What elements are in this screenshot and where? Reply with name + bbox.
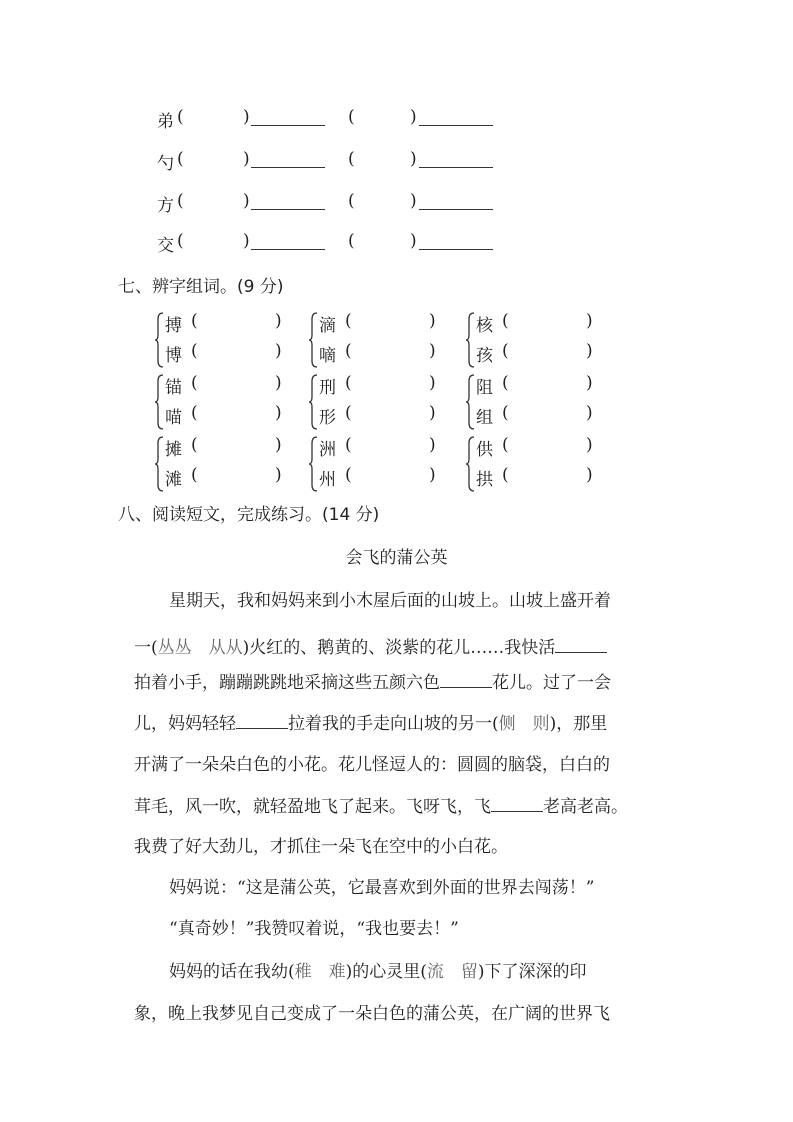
- open-paren: (: [502, 403, 509, 423]
- pair-char-a: 核: [476, 316, 493, 336]
- open-paren: (: [502, 435, 509, 455]
- answer-slot[interactable]: [199, 435, 271, 457]
- answer-slot[interactable]: [353, 373, 425, 395]
- close-paren: ): [586, 465, 593, 485]
- answer-slot[interactable]: [510, 311, 582, 333]
- answer-slot[interactable]: [353, 435, 425, 457]
- open-paren: (: [502, 373, 509, 393]
- open-paren: (: [502, 465, 509, 485]
- brace-icon: [309, 373, 319, 431]
- passage-line: 开满了一朵朵白色的小花。花儿怪逗人的：圆圆的脑袋，白白的: [134, 755, 610, 775]
- close-paren: ): [243, 107, 250, 127]
- passage-line: 象，晚上我梦见自己变成了一朵白色的蒲公英，在广阔的世界飞: [134, 1004, 610, 1024]
- answer-blank[interactable]: [419, 153, 493, 168]
- pair-char-b: 拱: [476, 470, 493, 490]
- close-paren: ): [429, 311, 436, 331]
- close-paren: ): [410, 191, 417, 211]
- char-pair-group: [476, 373, 606, 431]
- answer-slot[interactable]: [199, 341, 271, 363]
- answer-slot[interactable]: [353, 311, 425, 333]
- pair-char-a: 阻: [476, 378, 493, 398]
- choice-option[interactable]: 稚 难: [294, 962, 346, 982]
- answer-slot[interactable]: [353, 465, 425, 487]
- open-paren: (: [191, 373, 198, 393]
- brace-icon: [155, 373, 165, 431]
- fill-blank[interactable]: [236, 714, 288, 729]
- pair-char-a: 洲: [319, 440, 336, 460]
- target-char: 方: [157, 196, 174, 216]
- pair-char-b: 州: [319, 470, 336, 490]
- answer-slot[interactable]: [199, 465, 271, 487]
- passage-line: 妈妈说：“这是蒲公英，它最喜欢到外面的世界去闯荡！”: [169, 878, 595, 898]
- close-paren: ): [243, 191, 250, 211]
- answer-slot[interactable]: [353, 341, 425, 363]
- close-paren: ): [275, 341, 282, 361]
- open-paren: (: [191, 311, 198, 331]
- char-pair-group: [165, 373, 295, 431]
- close-paren: ): [275, 435, 282, 455]
- brace-icon: [309, 435, 319, 493]
- open-paren: (: [177, 231, 184, 251]
- passage-line: 星期天，我和妈妈来到小木屋后面的山坡上。山坡上盛开着: [169, 591, 611, 611]
- open-paren: (: [348, 191, 355, 211]
- answer-slot[interactable]: [510, 435, 582, 457]
- close-paren: ): [429, 403, 436, 423]
- open-paren: (: [502, 311, 509, 331]
- answer-slot[interactable]: [199, 373, 271, 395]
- pair-char-a: 锚: [165, 378, 182, 398]
- pair-char-b: 嘀: [319, 346, 336, 366]
- open-paren: (: [177, 191, 184, 211]
- pair-char-a: 供: [476, 440, 493, 460]
- open-paren: (: [502, 341, 509, 361]
- close-paren: ): [410, 231, 417, 251]
- target-char: 弟: [157, 112, 174, 132]
- open-paren: (: [345, 341, 352, 361]
- passage-line: “真奇妙！”我赞叹着说，“我也要去！”: [169, 919, 459, 939]
- char-pair-group: [476, 435, 606, 493]
- char-pair-group: [319, 435, 449, 493]
- passage-title: 会飞的蒲公英: [345, 548, 448, 568]
- answer-slot[interactable]: [199, 403, 271, 425]
- section-8-heading: 八、阅读短文，完成练习。(14 分): [118, 505, 380, 525]
- open-paren: (: [345, 373, 352, 393]
- answer-slot[interactable]: [199, 311, 271, 333]
- brace-icon: [466, 311, 476, 369]
- char-pair-group: [319, 373, 449, 431]
- close-paren: ): [275, 403, 282, 423]
- close-paren: ): [275, 311, 282, 331]
- target-char: 交: [157, 236, 174, 256]
- open-paren: (: [345, 403, 352, 423]
- fill-blank[interactable]: [491, 797, 543, 812]
- open-paren: (: [191, 341, 198, 361]
- close-paren: ): [429, 465, 436, 485]
- close-paren: ): [429, 341, 436, 361]
- close-paren: ): [275, 465, 282, 485]
- target-char: 勺: [157, 154, 174, 174]
- open-paren: (: [348, 231, 355, 251]
- pair-char-a: 滴: [319, 316, 336, 336]
- fill-blank[interactable]: [555, 638, 607, 653]
- pair-char-a: 刑: [319, 378, 336, 398]
- close-paren: ): [275, 373, 282, 393]
- answer-blank[interactable]: [251, 195, 325, 210]
- pair-char-b: 孩: [476, 346, 493, 366]
- pair-char-b: 组: [476, 408, 493, 428]
- close-paren: ): [410, 107, 417, 127]
- open-paren: (: [191, 435, 198, 455]
- close-paren: ): [429, 435, 436, 455]
- close-paren: ): [429, 373, 436, 393]
- brace-icon: [309, 311, 319, 369]
- open-paren: (: [345, 311, 352, 331]
- pair-char-b: 博: [165, 346, 182, 366]
- answer-slot[interactable]: [510, 465, 582, 487]
- choice-option[interactable]: 流 留: [426, 962, 478, 982]
- answer-blank[interactable]: [251, 235, 325, 250]
- passage-line: 茸毛，风一吹，就轻盈地飞了起来。飞呀飞，飞 老高老高。: [134, 797, 628, 817]
- open-paren: (: [345, 435, 352, 455]
- brace-icon: [466, 435, 476, 493]
- answer-slot[interactable]: [510, 403, 582, 425]
- close-paren: ): [243, 231, 250, 251]
- close-paren: ): [410, 149, 417, 169]
- open-paren: (: [191, 403, 198, 423]
- char-pair-group: [476, 311, 606, 369]
- choice-option[interactable]: 丛丛 从从: [157, 638, 243, 658]
- answer-blank[interactable]: [419, 195, 493, 210]
- pair-char-b: 滩: [165, 470, 182, 490]
- section-7-heading: 七、辨字组词。(9 分): [118, 277, 284, 297]
- open-paren: (: [348, 107, 355, 127]
- choice-option[interactable]: 侧 则: [498, 714, 550, 734]
- passage-line: 妈妈的话在我幼(稚 难)的心灵里(流 留)下了深深的印: [169, 962, 587, 982]
- answer-slot[interactable]: [353, 403, 425, 425]
- brace-icon: [155, 311, 165, 369]
- passage-line: 儿，妈妈轻轻 拉着我的手走向山坡的另一(侧 则)，那里: [134, 714, 608, 734]
- open-paren: (: [345, 465, 352, 485]
- passage-line: 一(丛丛 从从)火红的、鹅黄的、淡紫的花儿……我快活: [134, 633, 674, 658]
- char-pair-group: [165, 435, 295, 493]
- passage-line: 我费了好大劲儿，才抓住一朵飞在空中的小白花。: [134, 837, 508, 857]
- char-pair-group: [165, 311, 295, 369]
- close-paren: ): [586, 435, 593, 455]
- brace-icon: [155, 435, 165, 493]
- answer-slot[interactable]: [510, 341, 582, 363]
- fill-blank[interactable]: [440, 673, 492, 688]
- close-paren: ): [243, 149, 250, 169]
- open-paren: (: [191, 465, 198, 485]
- char-pair-group: [319, 311, 449, 369]
- pair-char-a: 摊: [165, 440, 182, 460]
- answer-blank[interactable]: [419, 235, 493, 250]
- passage-line: 拍着小手，蹦蹦跳跳地采摘这些五颜六色 花儿。过了一会: [134, 673, 611, 693]
- pair-char-b: 形: [319, 408, 336, 428]
- answer-blank[interactable]: [251, 153, 325, 168]
- pair-char-a: 搏: [165, 316, 182, 336]
- close-paren: ): [586, 341, 593, 361]
- close-paren: ): [586, 373, 593, 393]
- pair-char-b: 喵: [165, 408, 182, 428]
- open-paren: (: [177, 149, 184, 169]
- close-paren: ): [586, 311, 593, 331]
- brace-icon: [466, 373, 476, 431]
- open-paren: (: [348, 149, 355, 169]
- open-paren: (: [177, 107, 184, 127]
- answer-blank[interactable]: [419, 111, 493, 126]
- answer-blank[interactable]: [251, 111, 325, 126]
- close-paren: ): [586, 403, 593, 423]
- answer-slot[interactable]: [510, 373, 582, 395]
